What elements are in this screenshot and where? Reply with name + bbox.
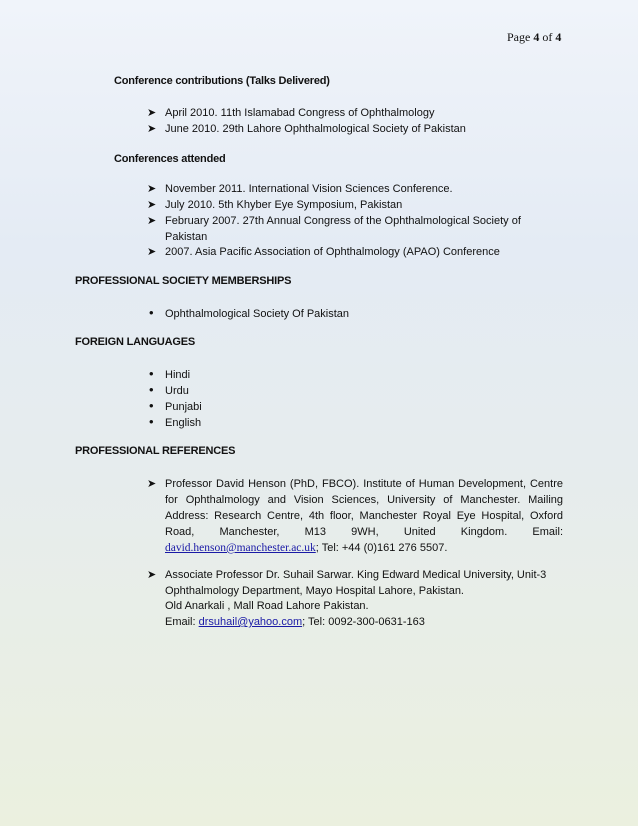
section-heading-references: PROFESSIONAL REFERENCES [75, 445, 236, 457]
list-item: Hindi [165, 369, 191, 381]
arrow-bullet-icon: ➤ [147, 183, 157, 195]
list-item-continuation: Pakistan [165, 231, 208, 243]
page-label: Page [507, 30, 531, 44]
arrow-bullet-icon: ➤ [147, 215, 157, 227]
reference-1-tel: ; Tel: +44 (0)161 276 5507. [315, 542, 448, 554]
page-of: of [542, 30, 553, 44]
section-heading-memberships: PROFESSIONAL SOCIETY MEMBERSHIPS [75, 275, 292, 287]
list-item: November 2011. International Vision Sciences Conference. [165, 183, 453, 195]
reference-2-tel: ; Tel: 0092-300-0631-163 [302, 616, 425, 628]
section-heading-conferences-attended: Conferences attended [114, 153, 226, 165]
list-item: April 2010. 11th Islamabad Congress of Ophthalmology [165, 107, 435, 119]
bullet-dot-icon: • [149, 382, 154, 397]
reference-1-text: Professor David Henson (PhD, FBCO). Institute of Human Development, Centre for Ophthalmology and Vision Sciences, University of Manchester. Mailing Address: Research Centre, 4th floor, Manchester Royal Eye Hospital, Oxford Road, Manchester, M13 9WH, United Kingdom. Email: [165, 478, 563, 538]
list-item: English [165, 417, 202, 429]
bullet-dot-icon: • [149, 414, 154, 429]
page-number [507, 30, 561, 45]
arrow-bullet-icon: ➤ [147, 246, 157, 258]
section-heading-conference-contributions: Conference contributions (Talks Delivered) [114, 75, 330, 87]
section-heading-languages: FOREIGN LANGUAGES [75, 336, 196, 348]
reference-2-email-link[interactable]: drsuhail@yahoo.com [198, 616, 303, 628]
reference-2-line4 [165, 614, 425, 630]
bullet-dot-icon: • [149, 305, 154, 320]
list-item: Ophthalmological Society Of Pakistan [165, 308, 350, 320]
bullet-dot-icon: • [149, 366, 154, 381]
list-item: Urdu [165, 385, 189, 397]
reference-1-email-link[interactable]: david.henson@manchester.ac.uk [165, 542, 316, 554]
reference-1 [165, 476, 563, 556]
reference-2-line3: Old Anarkali , Mall Road Lahore Pakistan. [165, 600, 369, 612]
arrow-bullet-icon: ➤ [147, 478, 157, 490]
list-item: Punjabi [165, 401, 202, 413]
arrow-bullet-icon: ➤ [147, 123, 157, 135]
page-current: 4 [533, 30, 540, 44]
list-item: 2007. Asia Pacific Association of Ophthalmology (APAO) Conference [165, 246, 500, 258]
list-item: July 2010. 5th Khyber Eye Symposium, Pakistan [165, 199, 403, 211]
reference-2-line2: Ophthalmology Department, Mayo Hospital Lahore, Pakistan. [165, 585, 464, 597]
reference-2-email-label: Email: [165, 616, 196, 628]
reference-2-line1: Associate Professor Dr. Suhail Sarwar. King Edward Medical University, Unit-3 [165, 569, 547, 581]
arrow-bullet-icon: ➤ [147, 569, 157, 581]
list-item: February 2007. 27th Annual Congress of the Ophthalmological Society of [165, 215, 521, 227]
arrow-bullet-icon: ➤ [147, 107, 157, 119]
bullet-dot-icon: • [149, 398, 154, 413]
list-item: June 2010. 29th Lahore Ophthalmological Society of Pakistan [165, 123, 466, 135]
arrow-bullet-icon: ➤ [147, 199, 157, 211]
page-total: 4 [555, 30, 562, 44]
